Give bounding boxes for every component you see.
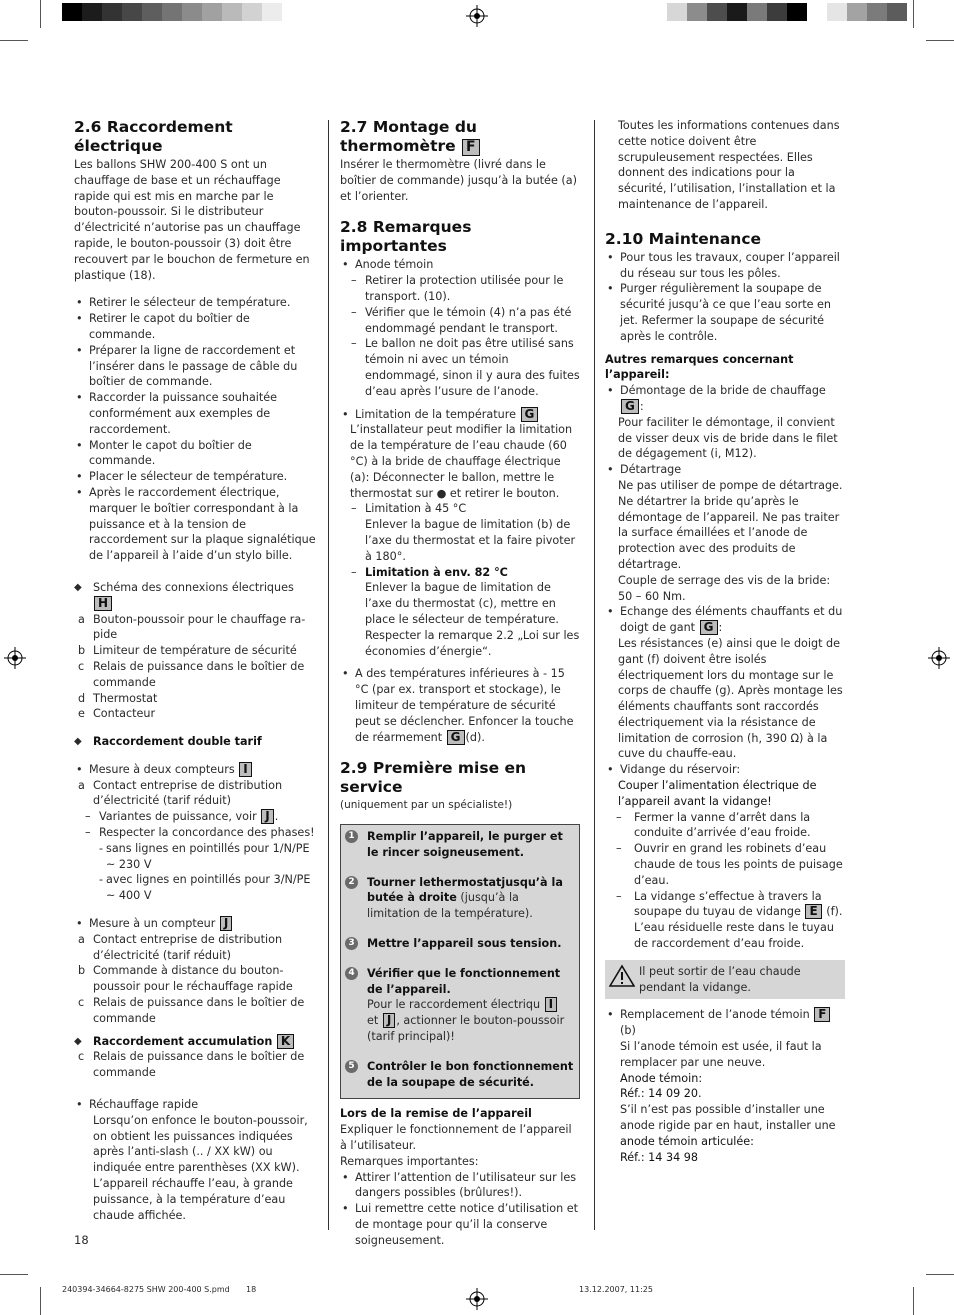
footer-page: 18 — [246, 1285, 257, 1294]
figure-ref-box: H — [94, 596, 112, 611]
list-item: • Placer le sélecteur de température. — [74, 469, 316, 485]
variantes-item: – Variantes de puissance, voir J . — [74, 809, 316, 825]
vidange-item: – La vidange s’effectue à travers la soupape du tuyau de vidange E (f). L’eau résiduelle reste dans le tuyau de raccordement d’eau froide. — [605, 889, 845, 952]
column-middle — [340, 118, 580, 1249]
list-item: • Retirer le sélecteur de température. — [74, 295, 316, 311]
column-right — [605, 118, 845, 1165]
color-swatch — [807, 3, 827, 21]
section-title-2-7: 2.7 Montage du thermomètre F — [340, 118, 580, 156]
color-swatch — [707, 3, 727, 21]
remarques-item: • Attirer l’attention de l’utilisateur sur les dangers possibles (brûlures!). — [340, 1170, 580, 1202]
accumulation-item: c Relais de puissance dans le boîtier de commande — [78, 1050, 305, 1080]
diamond-icon: ◆ — [74, 581, 82, 593]
vidange-item: – Ouvrir en grand les robinets d’eau chaude de tous les points de puisage d’eau. — [605, 841, 845, 888]
color-swatch — [62, 3, 82, 21]
color-swatch — [102, 3, 122, 21]
rechauffage-text: Lorsqu’on enfonce le bouton-poussoir, on obtient les puissances indiquées après l’anti-slash (.. / XX kW) ou indiquée entre parenthèses (XX kW). L’appareil réchauffe l’eau, à grande puissance, à la température d’eau chaude affichée. — [93, 1113, 308, 1222]
footer-date: 13.12.2007, 11:25 — [579, 1285, 653, 1294]
anode-ref: Réf.: 14 09 20. — [620, 1087, 702, 1101]
color-swatch — [747, 3, 767, 21]
lim82-heading: – Limitation à env. 82 °C — [340, 565, 580, 581]
concordance-item: – Respecter la concordance des phases! — [74, 825, 316, 841]
bullet-list — [74, 295, 316, 564]
color-swatch — [727, 3, 747, 21]
section-title-2-9: 2.9 Première mise en service — [340, 759, 527, 797]
mesure-item: a Contact entreprise de distribution d’électricité (tarif réduit) — [78, 778, 283, 808]
autres-heading: Autres remarques concernant l’appareil: — [605, 352, 794, 382]
mesure-un-heading: • Mesure à un compteur J — [74, 916, 316, 932]
registration-mark-top — [466, 5, 488, 27]
echange-text: Les résistances (e) ainsi que le doigt de gant (f) doivent être isolés électriquement lors du montage sur le corps de chauffe (g). Après montage les éléments chauffants sont raccordés électriquement via la résistance de limitation de corrosion (h, 390 Ω) à la cuve du chauffe-eau. — [618, 636, 843, 761]
registration-mark-left — [4, 647, 26, 669]
registration-mark-right — [928, 647, 950, 669]
double-tarif-heading: ◆ Raccordement double tarif — [74, 735, 262, 749]
anode-art-ref: Réf.: 14 34 98 — [620, 1150, 698, 1164]
vidange-item: – Fermer la vanne d’arrêt dans la conduite d’arrivée d’eau froide. — [605, 810, 845, 842]
column-rule — [594, 120, 595, 1230]
anode-art-label: anode témoin articulée: — [620, 1134, 754, 1148]
subtitle-2-9: (uniquement par un spécialiste!) — [340, 799, 513, 812]
crop-mark — [40, 1287, 41, 1315]
anode-heading: • Anode témoin — [340, 257, 580, 273]
anode-text: Si l’anode témoin est usée, il faut la remplacer par une neuve. — [620, 1040, 822, 1069]
mesure-item: b Commande à distance du bouton-poussoir pour le réchauffage rapide — [78, 964, 293, 994]
crop-mark — [926, 1274, 954, 1275]
color-strip-right — [667, 3, 907, 21]
color-swatch — [202, 3, 222, 21]
list-item: • Préparer la ligne de raccordement et l’insérer dans le passage de câble du boîtier de commande. — [74, 343, 316, 390]
remise-heading: Lors de la remise de l’appareil — [340, 1107, 532, 1121]
color-strip-left — [62, 3, 302, 21]
list-item: • Après le raccordement électrique, marquer le boîtier correspondant à la puissance et à la tension de raccordement sur la plaque signalétique de l’appareil à l’aide d’un stylo bille. — [74, 485, 316, 564]
color-swatch — [667, 3, 687, 21]
crop-mark — [913, 1287, 914, 1315]
lim45-heading: – Limitation à 45 °C — [340, 501, 580, 517]
detartrage-text: Ne pas utiliser de pompe de détartrage. Ne détartrer la bride qu’après le démontage de l’appareil. Ne pas traiter la surface émaillées et l’anode de protection avec des produits de détartrage. — [618, 478, 843, 571]
step-item: 4 Vérifier que le fonctionnement de l’appareil. Pour le raccordement électriqu I et J , actionner le bouton-poussoir (tarif principal)! — [367, 966, 575, 1045]
color-swatch — [162, 3, 182, 21]
schema-item: d Thermostat — [78, 691, 158, 705]
color-swatch — [142, 3, 162, 21]
color-swatch — [82, 3, 102, 21]
mesure-item: a Contact entreprise de distribution d’électricité (tarif réduit) — [78, 932, 283, 962]
limitation-heading: • Limitation de la température G — [340, 407, 580, 423]
maint-item: • Pour tous les travaux, couper l’appareil du réseau sur tous les pôles. — [605, 250, 845, 282]
anode-ref-label: Anode témoin: — [620, 1071, 703, 1085]
color-swatch — [282, 3, 302, 21]
rechauffage-heading: • Réchauffage rapide — [74, 1097, 316, 1113]
temp-note: • A des températures inférieures à - 15 °C (par ex. transport et stockage), le limiteur de température de sécurité peut se déclencher. Enfoncer la touche de réarmement G (d). — [340, 666, 580, 745]
schema-heading: ◆ Schéma des connexions électriques H — [74, 580, 294, 610]
figure-ref-box: K — [277, 1034, 294, 1049]
color-swatch — [242, 3, 262, 21]
color-swatch — [887, 3, 907, 21]
step-item: 1 Remplir l’appareil, le purger et le rincer soigneusement. — [367, 829, 575, 861]
remarques-label: Remarques importantes: — [340, 1154, 479, 1168]
color-swatch — [767, 3, 787, 21]
detartrage-heading: • Détartrage — [605, 462, 845, 478]
anode-heading: • Remplacement de l’anode témoin F (b) — [605, 1007, 845, 1039]
step-item: 3 Mettre l’appareil sous tension. — [367, 936, 575, 952]
color-swatch — [827, 3, 847, 21]
anode-item: – Le ballon ne doit pas être utilisé sans témoin ni avec un témoin endommagé, sinon il y aura des fuites d’eau après l’usure de l’anode. — [340, 336, 580, 399]
couple-text: Couple de serrage des vis de la bride: 50 – 60 Nm. — [618, 573, 831, 603]
limitation-text: L’installateur peut modifier la limitation de la température de l’eau chaude (60 °C) à la bride de chauffage électrique (a): Déconnecter le ballon, mettre le thermostat sur ● et retirer le bouton. — [350, 423, 573, 500]
section-title-2-6: 2.6 Raccordement électrique — [74, 118, 233, 155]
schema-item: c Relais de puissance dans le boîtier de commande — [78, 659, 305, 689]
vidange-warning-text: Couper l’alimentation électrique de l’appareil avant la vidange! — [618, 779, 817, 808]
color-swatch — [847, 3, 867, 21]
echange-heading: • Echange des éléments chauffants et du doigt de gant G : — [605, 604, 845, 636]
color-swatch — [867, 3, 887, 21]
anode-item: – Vérifier que le témoin (4) n’a pas été endommagé pendant le transport. — [340, 305, 580, 337]
color-swatch — [222, 3, 242, 21]
schema-item: a Bouton-poussoir pour le chauffage ra-pide — [78, 612, 306, 642]
crop-mark — [40, 0, 41, 28]
vidange-heading: • Vidange du réservoir: — [605, 762, 845, 778]
color-swatch — [122, 3, 142, 21]
remise-text: Expliquer le fonctionnement de l’appareil à l’utilisateur. — [340, 1123, 572, 1153]
warning-box — [605, 960, 845, 1000]
mesure-item: c Relais de puissance dans le boîtier de commande — [78, 996, 305, 1025]
color-swatch — [182, 3, 202, 21]
remarques-item: • Lui remettre cette notice d’utilisation et de montage pour qu’il la conserve soigneusement. — [340, 1201, 580, 1248]
list-item: • Retirer le capot du boîtier de commande. — [74, 311, 316, 343]
sans-lignes-item: - sans lignes en pointillés pour 1/N/PE ~ 230 V — [74, 841, 316, 873]
schema-item: e Contacteur — [78, 707, 156, 721]
crop-mark — [926, 40, 954, 41]
text-2-7: Insérer le thermomètre (livré dans le boîtier de commande) jusqu’à la butée (a) et l’orienter. — [340, 158, 577, 203]
lim82-text: Enlever la bague de limitation de l’axe du thermostat (c), mettre en place le sélecteur de température. Respecter la remarque 2.2 „Loi sur les économies d’énergie“. — [365, 581, 580, 658]
figure-ref-box: J — [220, 916, 232, 931]
step-item: 5 Contrôler le bon fonctionnement de la soupape de sécurité. — [367, 1059, 575, 1091]
crop-mark — [0, 40, 28, 41]
warning-icon — [609, 964, 639, 996]
schema-item: b Limiteur de température de sécurité — [78, 644, 297, 658]
mesure-deux-heading: • Mesure à deux compteurs I — [74, 762, 316, 778]
intro-text: Toutes les informations contenues dans cette notice doivent être scrupuleusement respectées. Elles donnent des indications pour la sécurité, l’utilisation, l’installation et la maintenance de l’appareil. — [618, 119, 840, 211]
list-item: • Monter le capot du boîtier de commande. — [74, 438, 316, 470]
section-title-2-8: 2.8 Remarques importantes — [340, 218, 472, 256]
intro-text: Les ballons SHW 200-400 S ont un chauffage de base et un réchauffage rapide qui est mis en marche par le bouton-poussoir. Si le distributeur d’électricité n’autorise pas un chauffage rapide, le bouton-poussoir (3) doit être recouvert par le bouchon de fermeture en plastique (18). — [74, 158, 310, 282]
footer-file: 240394-34664-8275 SHW 200-400 S.pmd — [62, 1285, 230, 1294]
accumulation-heading: ◆ Raccordement accumulation K — [74, 1034, 316, 1050]
anode-text2: S’il n’est pas possible d’installer une anode rigide par en haut, installer une — [620, 1103, 836, 1133]
avec-lignes-item: - avec lignes en pointillés pour 3/N/PE ~ 400 V — [74, 872, 316, 904]
lim45-text: Enlever la bague de limitation (b) de l’axe du thermostat et la faire pivoter à 180°. — [365, 518, 576, 563]
color-swatch — [687, 3, 707, 21]
crop-mark — [0, 1274, 28, 1275]
steps-box — [340, 824, 580, 1099]
step-item: 2 Tourner lethermostatjusqu’à la butée à droite (jusqu’à la limitation de la température). — [367, 875, 575, 922]
anode-item: – Retirer la protection utilisée pour le transport. (10). — [340, 273, 580, 305]
maint-item: • Purger régulièrement la soupape de sécurité jusqu’à ce que l’eau sorte en jet. Refermer la soupape de sécurité après le contrôle. — [605, 281, 845, 344]
list-item: • Raccorder la puissance souhaitée conformément aux exemples de raccordement. — [74, 390, 316, 437]
column-rule — [328, 120, 329, 1230]
figure-ref-box: I — [239, 762, 251, 777]
crop-mark — [913, 0, 914, 28]
demontage-text: Pour faciliter le démontage, il convient de visser deux vis de bride dans le filet de dégagement (i, M12). — [618, 415, 838, 461]
color-swatch — [787, 3, 807, 21]
registration-mark-bottom — [466, 1288, 488, 1310]
warning-text: Il peut sortir de l’eau chaude pendant la vidange. — [639, 964, 801, 994]
page-number: 18 — [74, 1233, 89, 1247]
color-swatch — [262, 3, 282, 21]
column-left — [74, 118, 316, 1223]
demontage-heading: • Démontage de la bride de chauffage G : — [605, 383, 845, 415]
section-title-2-10: 2.10 Maintenance — [605, 229, 762, 248]
